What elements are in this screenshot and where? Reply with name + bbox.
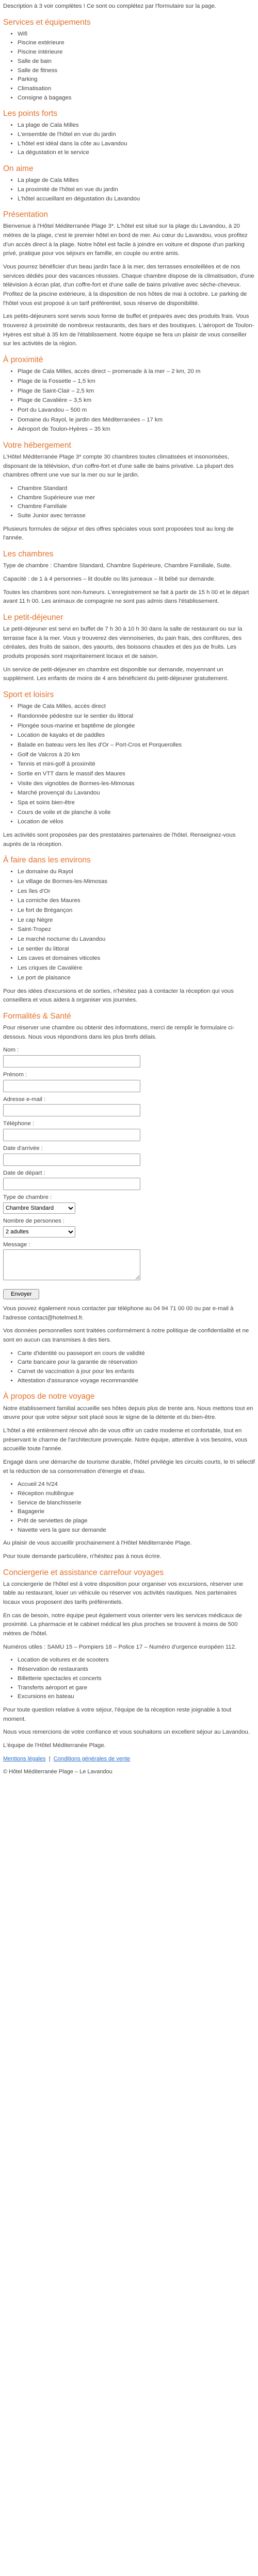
footer-links: Mentions légales | Conditions générales de vente <box>3 1755 131 1762</box>
list-item: • Visite des vignobles de Bormes-les-Mimosas <box>18 779 255 789</box>
services-section <box>3 18 255 103</box>
list-item: • La plage de Cala Milles <box>18 176 255 185</box>
list-item: • Port du Lavandou – 500 m <box>18 406 255 415</box>
page <box>0 2 258 1790</box>
nearby-section <box>3 355 255 434</box>
sport-section <box>3 690 255 849</box>
room-type-select[interactable] <box>3 1202 75 1214</box>
list-item: • Balade en bateau vers les îles d'Or – Port-Cros et Porquerolles <box>18 741 255 750</box>
list-item: • Spa et soins bien-être <box>18 799 255 808</box>
likes-heading: On aime <box>3 164 34 174</box>
strong-points-heading: Les points forts <box>3 109 58 118</box>
list-item: • Réception multilingue <box>18 1489 255 1499</box>
list-item: • Le cap Nègre <box>18 916 255 925</box>
list-item: • Plage de Saint-Clair – 2,5 km <box>18 387 255 396</box>
presentation-heading: Présentation <box>3 210 49 219</box>
concierge-section <box>3 1568 255 1751</box>
about-paragraph: L'hôtel a été entièrement rénové afin de vous offrir un cadre moderne et confortable, tout en préservant le charme de l'architecture provençale. Notre équipe, attentive à vos besoins, vous accueille toute l'année. <box>3 1427 248 1452</box>
list-item: • Le domaine du Rayol <box>18 868 255 877</box>
rooms-section <box>3 549 255 606</box>
list-item: • Chambre Standard <box>18 484 255 494</box>
list-item: • Piscine intérieure <box>18 48 255 57</box>
arrival-date-field[interactable] <box>3 1154 140 1166</box>
concierge-paragraph: La conciergerie de l'hôtel est à votre disposition pour organiser vos excursions, réserver une table au restaurant, louer un véhicule ou réserver vos activités nautiques. Nos partenaires locaux vous proposent des tarifs préférentiels. <box>3 1581 244 1606</box>
contact-form-intro: Pour réserver une chambre ou obtenir des informations, merci de remplir le formulaire ci-dessous. Nous vous répondrons dans les plus brefs délais. <box>3 1024 235 1040</box>
strong-points-list <box>3 121 255 158</box>
todo-heading: À faire dans les environs <box>3 856 91 865</box>
departure-date-field[interactable] <box>3 1178 140 1190</box>
list-item: • Marché provençal du Lavandou <box>18 789 255 798</box>
required-documents-list <box>3 1349 255 1386</box>
emergency-numbers: Numéros utiles : SAMU 15 – Pompiers 18 – Police 17 – Numéro d'urgence européen 112. <box>3 1643 237 1650</box>
phone-label: Téléphone : <box>3 1121 35 1127</box>
breakfast-paragraph: Un service de petit-déjeuner en chambre est disponible sur demande, moyennant un supplément. Les enfants de moins de 4 ans bénéficient du petit-déjeuner gratuitement. <box>3 666 229 682</box>
presentation-paragraph: Bienvenue à l'Hôtel Méditerranée Plage 3*. L'hôtel est situé sur la plage du Lavandou, à 20 mètres de la plage, c'est le premier hôtel en bord de mer. Au cœur du Lavandou, vous profitez d'un accès direct à la plage. Notre hôtel est facile à joindre en voiture et dispose d'un parking privé, pratique pour vos séjours en famille, en couple ou entre amis. <box>3 223 248 257</box>
list-item: • Billetterie spectacles et concerts <box>18 1674 255 1684</box>
guests-label: Nombre de personnes : <box>3 1218 65 1225</box>
concierge-paragraph: Pour toute question relative à votre séjour, l'équipe de la réception reste joignable à tout moment. <box>3 1706 232 1722</box>
list-item: • Navette vers la gare sur demande <box>18 1526 255 1535</box>
sport-heading: Sport et loisirs <box>3 690 54 700</box>
departure-date-label: Date de départ : <box>3 1170 45 1176</box>
signature: L'équipe de l'Hôtel Méditerranée Plage. <box>3 1742 106 1749</box>
legal-notice-link[interactable]: Mentions légales <box>3 1755 46 1762</box>
todo-paragraph: Pour des idées d'excursions et de sorties, n'hésitez pas à contacter la réception qui vous conseillera et vous aidera à organiser vos journées. <box>3 988 234 1004</box>
list-item: • Plage de Cala Milles, accès direct – promenade à la mer – 2 km, 20 m <box>18 367 255 377</box>
accommodation-paragraph: L'Hôtel Méditerranée Plage 3* compte 30 chambres toutes climatisées et insonorisées, disposant de la télévision, d'un coffre-fort et d'une salle de bains privative. La plupart des chambres offrent une vue sur la mer ou sur le jardin. <box>3 454 234 479</box>
first-name-field[interactable] <box>3 1080 140 1092</box>
contact-form-section <box>3 1011 255 1386</box>
rooms-paragraph: Type de chambre : Chambre Standard, Chambre Supérieure, Chambre Familiale, Suite. <box>3 563 232 569</box>
concierge-paragraph: Nous vous remercions de votre confiance et vous souhaitons un excellent séjour au Lavandou. <box>3 1729 250 1736</box>
sport-list <box>3 702 255 827</box>
list-item: • Les caves et domaines viticoles <box>18 954 255 963</box>
list-item: • Tennis et mini-golf à proximité <box>18 760 255 769</box>
list-item: • Bagagerie <box>18 1507 255 1517</box>
accommodation-heading: Votre hébergement <box>3 440 71 450</box>
list-item: • Plage de Cavalière – 3,5 km <box>18 396 255 405</box>
concierge-heading: Conciergerie et assistance carrefour voyages <box>3 1568 164 1577</box>
list-item: • Le fort de Brégançon <box>18 906 255 916</box>
presentation-paragraph: Les petits-déjeuners sont servis sous forme de buffet et préparés avec des produits frais. Vous trouverez à proximité de nombreux restaurants, des bars et des boutiques. L'aéroport de Toulon-Hyères est situé à 35 km de l'établissement. Notre équipe se fera un plaisir de vous conseiller sur les activités de la région. <box>3 313 254 347</box>
list-item: • Le marché nocturne du Lavandou <box>18 935 255 944</box>
list-item: • Chambre Supérieure vue mer <box>18 494 255 503</box>
list-item: • Cours de voile et de planche à voile <box>18 808 255 818</box>
breakfast-heading: Le petit-déjeuner <box>3 613 63 622</box>
arrival-date-label: Date d'arrivée : <box>3 1145 43 1152</box>
list-item: • Excursions en bateau <box>18 1692 255 1702</box>
breakfast-section <box>3 613 255 684</box>
presentation-paragraph: Vous pourrez bénéficier d'un beau jardin face à la mer, des terrasses ensoleillées et de nos services dédiés pour des vacances réussies. Chaque chambre dispose de la climatisation, d'une télévision à écran plat, d'un coffre-fort et d'une salle de bains privative avec sèche-cheveux. Profitez de la piscine extérieure, à la disposition de nos hôtes de mai à octobre. Le parking de l'hôtel vous est proposé à un tarif préférentiel, sous réserve de disponibilité. <box>3 264 254 307</box>
contact-form <box>3 1046 255 1304</box>
room-types-list <box>3 484 255 521</box>
likes-section <box>3 164 255 204</box>
list-item: • Suite Junior avec terrasse <box>18 512 255 521</box>
footer <box>3 1755 255 1776</box>
list-item: • L'ensemble de l'hôtel en vue du jardin <box>18 130 255 140</box>
first-name-label: Prénom : <box>3 1072 27 1078</box>
about-heading: À propos de notre voyage <box>3 1392 95 1401</box>
submit-button[interactable]: Envoyer <box>3 1289 39 1299</box>
list-item: • Le village de Bormes-les-Mimosas <box>18 877 255 887</box>
list-item: • Consigne à bagages <box>18 94 255 103</box>
likes-list <box>3 176 255 204</box>
list-item: • Saint-Tropez <box>18 925 255 935</box>
todo-section <box>3 855 255 1005</box>
list-item: • La corniche des Maures <box>18 896 255 906</box>
nearby-heading: À proximité <box>3 355 43 365</box>
contact-form-heading: Formalités & Santé <box>3 1011 71 1021</box>
list-item: • L'hôtel est idéal dans la côte au Lavandou <box>18 140 255 149</box>
list-item: • Domaine du Rayol, le jardin des Méditerranées – 17 km <box>18 416 255 425</box>
list-item: • Carte bancaire pour la garantie de réservation <box>18 1358 255 1367</box>
list-item: • La dégustation et le service <box>18 148 255 158</box>
list-item: • Service de blanchisserie <box>18 1499 255 1508</box>
strong-points-section <box>3 109 255 158</box>
list-item: • Plage de la Fossette – 1,5 km <box>18 377 255 386</box>
list-item: • Wifi <box>18 30 255 39</box>
list-item: • Salle de bain <box>18 57 255 66</box>
list-item: • L'hôtel accueillant en dégustation du Lavandou <box>18 195 255 204</box>
intro-text: Description à 3 voir complètes ! Ce sont ou complétez par l'formulaire sur la page. <box>3 3 217 9</box>
phone-field[interactable] <box>3 1129 140 1141</box>
email-label: Adresse e-mail : <box>3 1096 46 1103</box>
list-item: • Carte d'identité ou passeport en cours de validité <box>18 1349 255 1359</box>
privacy-paragraph: Vos données personnelles sont traitées conformément à notre politique de confidentialité et ne sont en aucun cas transmises à des tiers. <box>3 1328 249 1344</box>
about-paragraph: Au plaisir de vous accueillir prochainement à l'Hôtel Méditerranée Plage. <box>3 1540 192 1547</box>
rooms-paragraph: Capacité : de 1 à 4 personnes – lit double ou lits jumeaux – lit bébé sur demande. <box>3 575 216 582</box>
list-item: • La proximité de l'hôtel en vue du jardin <box>18 185 255 195</box>
services-heading: Services et équipements <box>3 18 91 27</box>
accommodation-note: Plusieurs formules de séjour et des offres spéciales vous sont proposées tout au long de l'année. <box>3 526 234 541</box>
list-item: • Accueil 24 h/24 <box>18 1480 255 1489</box>
list-item: • Les îles d'Or <box>18 887 255 896</box>
presentation-section <box>3 210 255 349</box>
about-section <box>3 1392 255 1561</box>
breakfast-paragraph: Le petit-déjeuner est servi en buffet de 7 h 30 à 10 h 30 dans la salle de restaurant ou sur la terrasse face à la mer. Vous y trouverez des viennoiseries, du pain frais, des confitures, des céréales, des fruits de saison, des yaourts, des boissons chaudes et des jus de fruits. Les produits proposés sont majoritairement locaux et de saison. <box>3 626 243 660</box>
terms-link[interactable]: Conditions générales de vente <box>53 1755 131 1762</box>
list-item: • Aéroport de Toulon-Hyères – 35 km <box>18 425 255 434</box>
list-item: • Plongée sous-marine et baptême de plongée <box>18 722 255 731</box>
list-item: • Parking <box>18 75 255 84</box>
copyright: © Hôtel Méditerranée Plage – Le Lavandou <box>3 1768 112 1775</box>
list-item: • Transferts aéroport et gare <box>18 1684 255 1693</box>
about-paragraph: Engagé dans une démarche de tourisme durable, l'hôtel privilégie les circuits courts, le tri sélectif et la réduction de sa consommation d'énergie et d'eau. <box>3 1459 255 1475</box>
sport-note: Les activités sont proposées par des prestataires partenaires de l'hôtel. Renseignez-vous auprès de la réception. <box>3 832 236 848</box>
list-item: • Prêt de serviettes de plage <box>18 1517 255 1526</box>
guests-select[interactable] <box>3 1226 75 1238</box>
list-item: • Carnet de vaccination à jour pour les enfants <box>18 1367 255 1377</box>
accommodation-section <box>3 440 255 543</box>
list-item: • Location de kayaks et de paddles <box>18 731 255 740</box>
about-paragraph: Pour toute demande particulière, n'hésitez pas à nous écrire. <box>3 1553 162 1560</box>
list-item: • Location de voitures et de scooters <box>18 1656 255 1665</box>
room-type-label: Type de chambre : <box>3 1194 52 1201</box>
list-item: • Le port de plaisance <box>18 974 255 983</box>
list-item: • Piscine extérieure <box>18 39 255 48</box>
list-item: • Le sentier du littoral <box>18 945 255 954</box>
list-item: • Les criques de Cavalière <box>18 964 255 973</box>
message-field[interactable] <box>3 1249 140 1280</box>
list-item: • Salle de fitness <box>18 66 255 76</box>
list-item: • Golf de Valcros à 20 km <box>18 751 255 760</box>
nearby-list <box>3 367 255 434</box>
last-name-label: Nom : <box>3 1047 19 1054</box>
about-paragraph: Notre établissement familial accueille ses hôtes depuis plus de trente ans. Nous mettons tout en œuvre pour que votre séjour soit placé sous le signe de la détente et du bien-être. <box>3 1405 253 1421</box>
list-item: • Climatisation <box>18 84 255 94</box>
services-list <box>3 30 255 103</box>
rooms-heading: Les chambres <box>3 550 54 559</box>
todo-list <box>3 868 255 982</box>
rooms-paragraph: Toutes les chambres sont non-fumeurs. L'enregistrement se fait à partir de 15 h 00 et le départ avant 11 h 00. Les animaux de compagnie ne sont pas admis dans l'établissement. <box>3 589 249 605</box>
list-item: • La plage de Cala Milles <box>18 121 255 130</box>
list-item: • Randonnée pédestre sur le sentier du littoral <box>18 712 255 721</box>
message-label: Message : <box>3 1241 30 1248</box>
last-name-field[interactable] <box>3 1055 140 1067</box>
list-item: • Chambre Familiale <box>18 502 255 512</box>
list-item: • Sortie en VTT dans le massif des Maures <box>18 770 255 779</box>
list-item: • Plage de Cala Milles, accès direct <box>18 702 255 711</box>
contact-info-paragraph: Vous pouvez également nous contacter par téléphone au 04 94 71 00 00 ou par e-mail à l'adresse contact@hotelmed.fr. <box>3 1306 234 1321</box>
list-item: • Attestation d'assurance voyage recommandée <box>18 1377 255 1386</box>
concierge-services-list <box>3 1656 255 1701</box>
list-item: • Réservation de restaurants <box>18 1665 255 1674</box>
list-item: • Location de vélos <box>18 818 255 827</box>
concierge-paragraph: En cas de besoin, notre équipe peut également vous orienter vers les services médicaux de proximité. La pharmacie et le cabinet médical les plus proches se trouvent à moins de 500 mètres de l'hôtel. <box>3 1612 242 1637</box>
email-field[interactable] <box>3 1104 140 1116</box>
about-services-list <box>3 1480 255 1535</box>
